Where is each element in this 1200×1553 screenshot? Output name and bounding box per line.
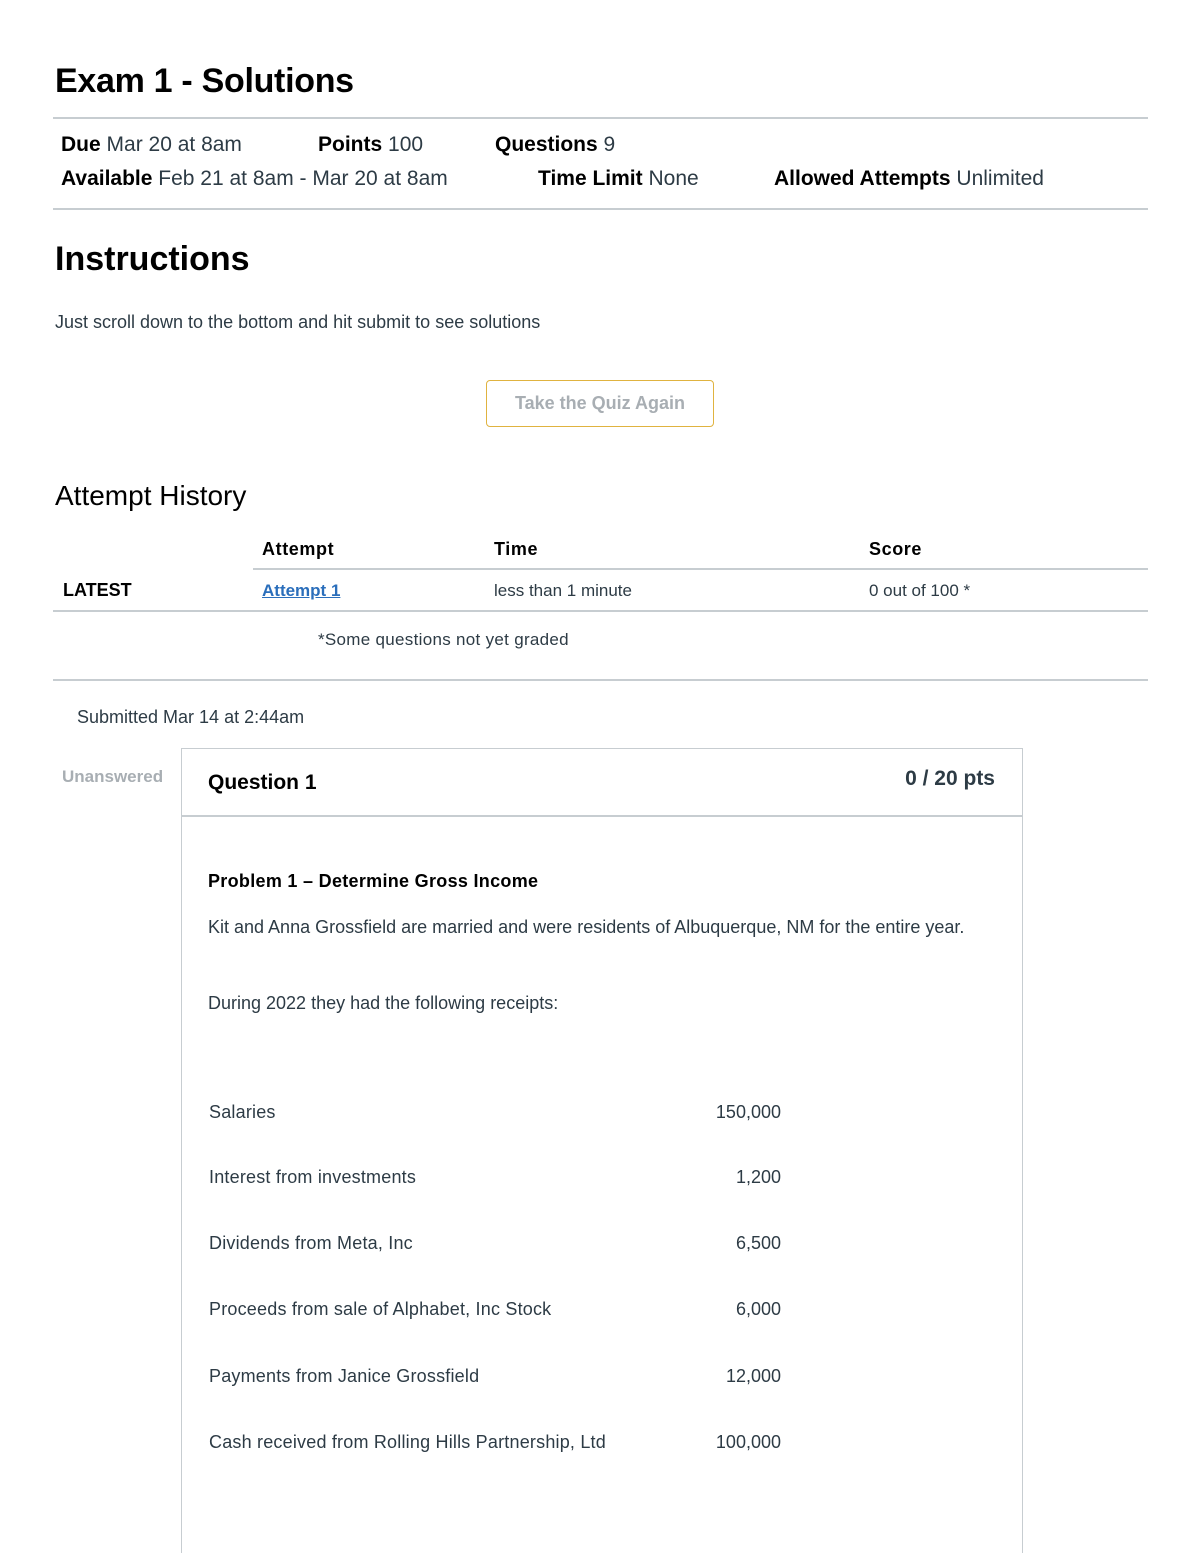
grading-footnote: *Some questions not yet graded [318, 630, 569, 649]
question-card [181, 748, 1023, 1553]
receipt-label: Interest from investments [209, 1167, 417, 1187]
points-info [318, 133, 423, 157]
divider [53, 117, 1148, 119]
time-limit-info [538, 167, 699, 191]
attempt-score: 0 out of 100 * [869, 581, 971, 600]
allowed-attempts-value: Unlimited [956, 167, 1044, 190]
receipt-amount: 6,500 [735, 1233, 781, 1253]
points-value: 100 [388, 133, 424, 156]
receipt-label: Payments from Janice Grossfield [209, 1366, 480, 1386]
receipt-amount: 6,000 [735, 1299, 781, 1319]
available-value: Feb 21 at 8am - Mar 20 at 8am [158, 167, 448, 190]
table-row-divider [53, 610, 1148, 612]
page-title: Exam 1 - Solutions [55, 62, 354, 100]
instructions-heading: Instructions [55, 240, 250, 278]
due-value: Mar 20 at 8am [106, 133, 242, 156]
attempt-time: less than 1 minute [494, 581, 632, 600]
questions-info [495, 133, 615, 157]
column-header-score: Score [869, 539, 923, 559]
latest-tag: LATEST [63, 580, 132, 600]
allowed-attempts-label: Allowed Attempts [774, 167, 951, 190]
receipt-label: Proceeds from sale of Alphabet, Inc Stock [209, 1299, 552, 1319]
receipt-amount: 100,000 [715, 1432, 781, 1452]
receipt-amount: 1,200 [735, 1167, 781, 1187]
submitted-timestamp: Submitted Mar 14 at 2:44am [77, 707, 305, 727]
time-limit-value: None [648, 167, 699, 190]
instructions-text: Just scroll down to the bottom and hit submit to see solutions [55, 312, 541, 332]
allowed-attempts-info [774, 167, 1044, 191]
problem-title: Problem 1 – Determine Gross Income [208, 871, 539, 891]
problem-intro: Kit and Anna Grossfield are married and were residents of Albuquerque, NM for the entire year. [208, 917, 965, 937]
receipt-label: Cash received from Rolling Hills Partnership, Ltd [209, 1432, 606, 1452]
table-header-divider [253, 568, 1148, 570]
divider [53, 679, 1148, 681]
receipts-intro: During 2022 they had the following receipts: [208, 993, 559, 1013]
receipt-label: Dividends from Meta, Inc [209, 1233, 413, 1253]
question-title: Question 1 [208, 771, 317, 794]
available-label: Available [61, 167, 153, 190]
question-points: 0 / 20 pts [905, 767, 995, 790]
attempt-link[interactable]: Attempt 1 [262, 581, 341, 600]
column-header-attempt: Attempt [262, 539, 335, 559]
question-header [182, 749, 1022, 817]
due-label: Due [61, 133, 101, 156]
receipt-label: Salaries [209, 1102, 276, 1122]
available-info [61, 167, 448, 191]
take-quiz-again-button[interactable]: Take the Quiz Again [486, 380, 714, 427]
time-limit-label: Time Limit [538, 167, 643, 190]
questions-label: Questions [495, 133, 598, 156]
points-label: Points [318, 133, 383, 156]
divider [53, 208, 1148, 210]
questions-value: 9 [603, 133, 616, 156]
column-header-time: Time [494, 539, 539, 559]
receipt-amount: 12,000 [725, 1366, 781, 1386]
unanswered-label: Unanswered [62, 767, 164, 786]
receipt-amount: 150,000 [715, 1102, 781, 1122]
due-info [61, 133, 242, 157]
attempt-history-heading: Attempt History [55, 480, 247, 511]
